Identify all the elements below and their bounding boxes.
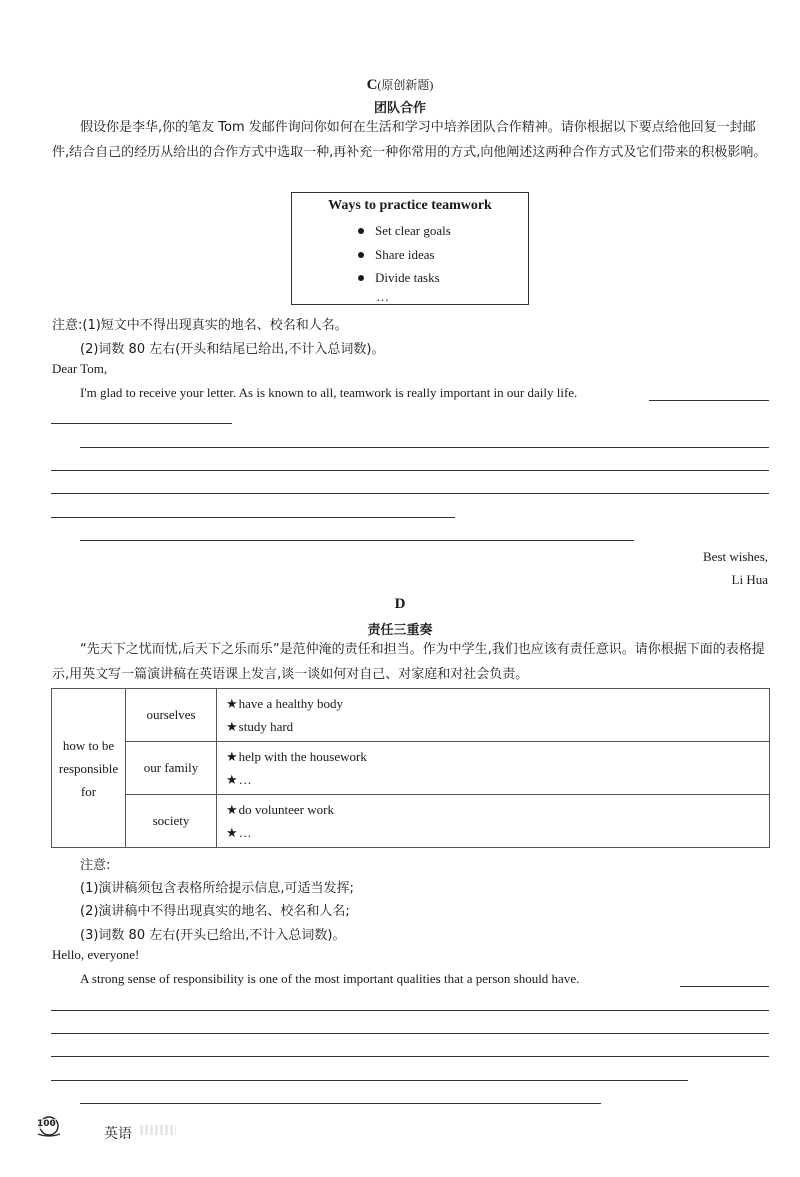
star-icon: ★: [226, 825, 238, 840]
teamwork-box-title: Ways to practice teamwork: [328, 198, 492, 213]
section-d-note-2: (2)演讲稿中不得出现真实的地名、校名和人名;: [80, 904, 350, 919]
bullet-icon: [358, 252, 364, 258]
star-icon: ★: [226, 802, 238, 817]
section-d-note-1: (1)演讲稿须包含表格所给提示信息,可适当发挥;: [80, 881, 354, 896]
section-d-note-3: (3)词数 80 左右(开头已给出,不计入总词数)。: [80, 928, 346, 943]
subject-label: 英语: [104, 1126, 132, 1142]
list-item: Set clear goals: [358, 219, 528, 243]
list-item: Divide tasks: [358, 266, 528, 290]
table-row: [52, 742, 770, 795]
answer-line[interactable]: [649, 400, 769, 401]
section-c-note-1: 注意:(1)短文中不得出现真实的地名、校名和人名。: [52, 318, 348, 333]
answer-line[interactable]: [51, 1080, 688, 1081]
answer-line[interactable]: [80, 1103, 601, 1104]
table-category: society: [126, 795, 217, 848]
answer-line[interactable]: [51, 1010, 769, 1011]
star-icon: ★: [226, 772, 238, 787]
section-d-subtitle: 责任三重奏: [367, 623, 433, 638]
section-c-letter: C: [366, 77, 378, 93]
page-number: 100: [34, 1114, 64, 1138]
table-row: [52, 689, 770, 742]
section-c-subtitle: 团队合作: [373, 101, 426, 116]
teamwork-box: [291, 192, 529, 305]
answer-line[interactable]: [51, 517, 455, 518]
table-items: ★have a healthy body ★study hard: [217, 689, 770, 742]
section-d-opening: A strong sense of responsibility is one of the most important qualities that a person should have.: [80, 971, 580, 986]
table-items: ★help with the housework ★…: [217, 742, 770, 795]
bullet-icon: [358, 228, 364, 234]
answer-line[interactable]: [51, 493, 769, 494]
table-row: [52, 795, 770, 848]
teamwork-ellipsis: …: [376, 288, 389, 304]
section-c-closing: Best wishes,: [703, 549, 768, 564]
section-d-notes-title: 注意:: [80, 858, 111, 873]
answer-line[interactable]: [80, 540, 634, 541]
bullet-icon: [358, 275, 364, 281]
list-item: Share ideas: [358, 243, 528, 267]
answer-line[interactable]: [680, 986, 769, 987]
star-icon: ★: [226, 696, 238, 711]
table-items: ★do volunteer work ★…: [217, 795, 770, 848]
section-d-prompt: “先天下之忧而忧,后天下之乐而乐”是范仲淹的责任和担当。作为中学生,我们也应该有责任意识。请你根据下面的表格提示,用英文写一篇演讲稿在英语课上发言,谈一谈如何对自己、对家庭和对社会负责。: [52, 642, 765, 682]
footer-watermark: [140, 1125, 176, 1135]
answer-line[interactable]: [51, 1056, 769, 1057]
star-icon: ★: [226, 719, 238, 734]
section-c-opening: I'm glad to receive your letter. As is known to all, teamwork is really important in our daily life.: [80, 385, 578, 400]
section-c-greeting: Dear Tom,: [52, 361, 108, 376]
responsibility-table: [51, 688, 770, 848]
section-d-letter: D: [394, 596, 406, 612]
section-d-greeting: Hello, everyone!: [52, 947, 140, 962]
answer-line[interactable]: [51, 423, 232, 424]
answer-line[interactable]: [51, 1033, 769, 1034]
table-category: ourselves: [126, 689, 217, 742]
answer-line[interactable]: [51, 470, 769, 471]
section-c-signature: Li Hua: [731, 572, 768, 587]
answer-line[interactable]: [80, 447, 769, 448]
teamwork-list: [292, 219, 528, 290]
section-c-note: (原创新题): [377, 78, 434, 92]
star-icon: ★: [226, 749, 238, 764]
table-header-cell: how to be responsible for: [52, 689, 126, 848]
section-c-heading: [0, 76, 800, 94]
section-c-prompt: 假设你是李华,你的笔友 Tom 发邮件询问你如何在生活和学习中培养团队合作精神。请你根据以下要点给他回复一封邮件,结合自己的经历从给出的合作方式中选取一种,再补充一种你常用的方式,向他阐述这两种合作方式及它们带来的积极影响。: [52, 120, 767, 160]
section-c-note-2: (2)词数 80 左右(开头和结尾已给出,不计入总词数)。: [80, 342, 385, 357]
table-category: our family: [126, 742, 217, 795]
